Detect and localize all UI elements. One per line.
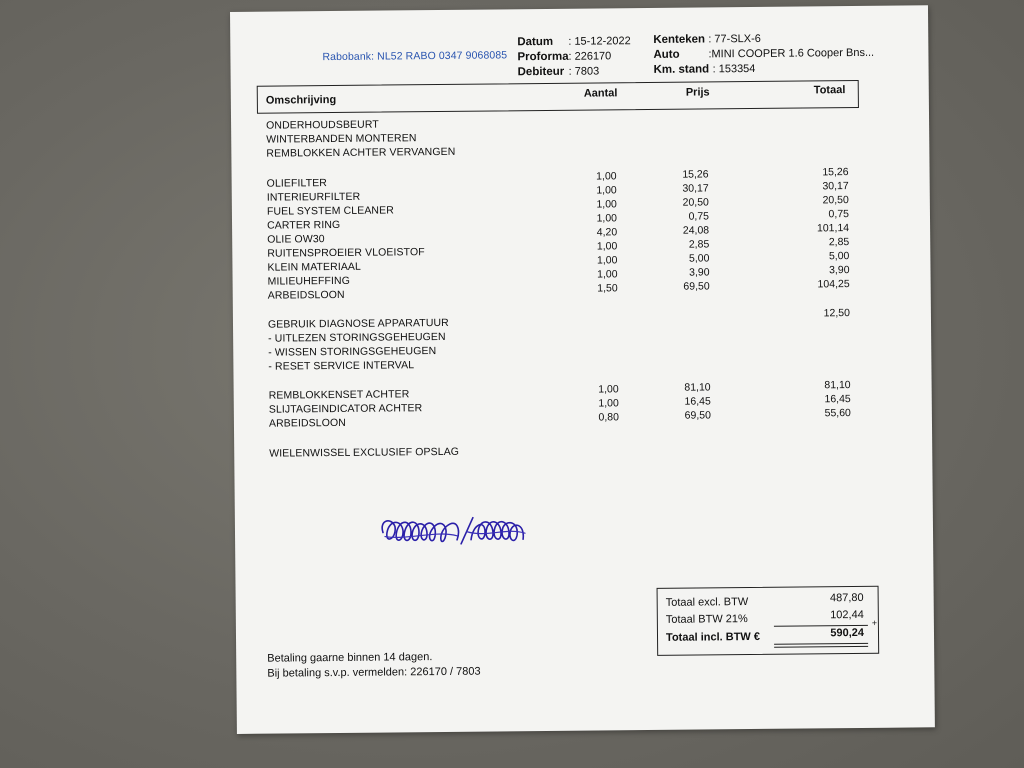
line-description: - WISSEN STORINGSGEHEUGEN <box>268 345 437 359</box>
line-description: KLEIN MATERIAAL <box>267 260 362 274</box>
debiteur-label: Debiteur <box>517 65 565 79</box>
line-prijs: 81,10 <box>684 381 711 394</box>
kenteken-label: Kenteken <box>653 33 706 46</box>
line-totaal: 12,50 <box>823 307 850 320</box>
line-prijs: 69,50 <box>684 409 711 422</box>
proforma-label: Proforma <box>517 50 569 64</box>
line-description: OLIE OW30 <box>267 233 325 246</box>
line-totaal: 30,17 <box>822 180 849 193</box>
line-totaal: 55,60 <box>824 407 851 420</box>
line-description: SLIJTAGEINDICATOR ACHTER <box>268 402 423 416</box>
line-prijs: 0,75 <box>688 210 710 223</box>
line-aantal: 0,80 <box>598 411 619 424</box>
line-totaal: 81,10 <box>824 379 851 392</box>
datum-label: Datum <box>517 35 554 49</box>
debiteur-value: : 7803 <box>568 65 600 78</box>
auto-label: Auto <box>653 48 680 61</box>
kenteken-value: : 77-SLX-6 <box>708 32 761 46</box>
line-description: OLIEFILTER <box>266 177 328 190</box>
line-aantal: 1,00 <box>596 170 617 183</box>
line-totaal: 2,85 <box>828 236 850 249</box>
line-totaal: 3,90 <box>829 264 850 277</box>
header-omschrijving: Omschrijving <box>265 93 337 107</box>
datum-value: : 15-12-2022 <box>568 35 631 48</box>
line-prijs: 5,00 <box>688 252 710 265</box>
total-excl-value: 487,80 <box>829 591 864 605</box>
line-prijs: 2,85 <box>688 238 710 251</box>
proforma-value: : 226170 <box>568 50 612 63</box>
line-description: GEBRUIK DIAGNOSE APPARATUUR <box>267 316 449 331</box>
line-prijs: 15,26 <box>682 168 709 181</box>
line-description: CARTER RING <box>266 218 341 232</box>
header-totaal: Totaal <box>813 84 846 97</box>
line-prijs: 24,08 <box>682 224 710 237</box>
line-aantal: 1,00 <box>596 198 617 211</box>
signature-scribble <box>377 509 529 554</box>
line-description: ARBEIDSLOON <box>267 288 345 302</box>
line-totaal: 20,50 <box>822 194 849 207</box>
line-description: RUITENSPROEIER VLOEISTOF <box>267 246 425 260</box>
line-totaal: 104,25 <box>817 278 850 291</box>
payment-reference: Bij betaling s.v.p. vermelden: 226170 / 7803 <box>267 665 481 680</box>
line-totaal: 5,00 <box>828 250 850 263</box>
line-description: MILIEUHEFFING <box>267 274 351 288</box>
line-totaal: 16,45 <box>824 393 851 406</box>
line-aantal: 1,00 <box>596 254 618 267</box>
line-description: ARBEIDSLOON <box>268 416 346 430</box>
line-aantal: 1,00 <box>596 240 618 253</box>
invoice-sheet <box>230 5 935 734</box>
line-prijs: 69,50 <box>683 280 710 293</box>
header-aantal: Aantal <box>583 87 618 100</box>
line-description: ONDERHOUDSBEURT <box>266 118 379 132</box>
payment-terms: Betaling gaarne binnen 14 dagen. <box>267 651 433 665</box>
line-totaal: 101,14 <box>816 222 850 235</box>
total-incl-label: Totaal incl. BTW € <box>665 630 761 644</box>
line-prijs: 20,50 <box>682 196 709 209</box>
auto-value: :MINI COOPER 1.6 Cooper Bns... <box>708 46 875 61</box>
kmstand-label: Km. stand <box>653 63 710 76</box>
line-aantal: 4,20 <box>596 226 618 239</box>
line-aantal: 1,00 <box>598 383 619 396</box>
total-btw-label: Totaal BTW 21% <box>665 613 748 626</box>
line-description: WINTERBANDEN MONTEREN <box>266 132 417 146</box>
line-aantal: 1,00 <box>598 397 619 410</box>
line-totaal: 0,75 <box>828 208 850 221</box>
line-prijs: 30,17 <box>682 182 709 195</box>
line-description: FUEL SYSTEM CLEANER <box>266 204 394 218</box>
line-prijs: 3,90 <box>689 266 710 279</box>
bank-account: Rabobank: NL52 RABO 0347 9068085 <box>322 49 508 64</box>
line-description: - UITLEZEN STORINGSGEHEUGEN <box>268 330 446 345</box>
total-incl-value: 590,24 <box>830 626 865 640</box>
line-description: REMBLOKKENSET ACHTER <box>268 388 410 402</box>
line-description: REMBLOKKEN ACHTER VERVANGEN <box>266 145 456 160</box>
total-excl-label: Totaal excl. BTW <box>665 596 749 609</box>
line-aantal: 1,00 <box>597 268 618 281</box>
totals-box <box>657 586 880 656</box>
line-description: INTERIEURFILTER <box>266 190 361 204</box>
double-rule-bottom <box>774 646 868 648</box>
line-aantal: 1,50 <box>597 282 618 295</box>
line-aantal: 1,00 <box>596 212 618 225</box>
line-description: - RESET SERVICE INTERVAL <box>268 359 415 373</box>
kmstand-value: : 153354 <box>712 62 756 76</box>
double-rule-top <box>774 643 868 645</box>
line-totaal: 15,26 <box>822 166 849 179</box>
plus-mark: + <box>871 617 878 628</box>
total-btw-value: 102,44 <box>830 608 864 622</box>
line-aantal: 1,00 <box>596 184 617 197</box>
line-description: WIELENWISSEL EXCLUSIEF OPSLAG <box>269 445 460 460</box>
table-header <box>257 80 859 114</box>
line-prijs: 16,45 <box>684 395 711 408</box>
header-prijs: Prijs <box>685 86 710 99</box>
